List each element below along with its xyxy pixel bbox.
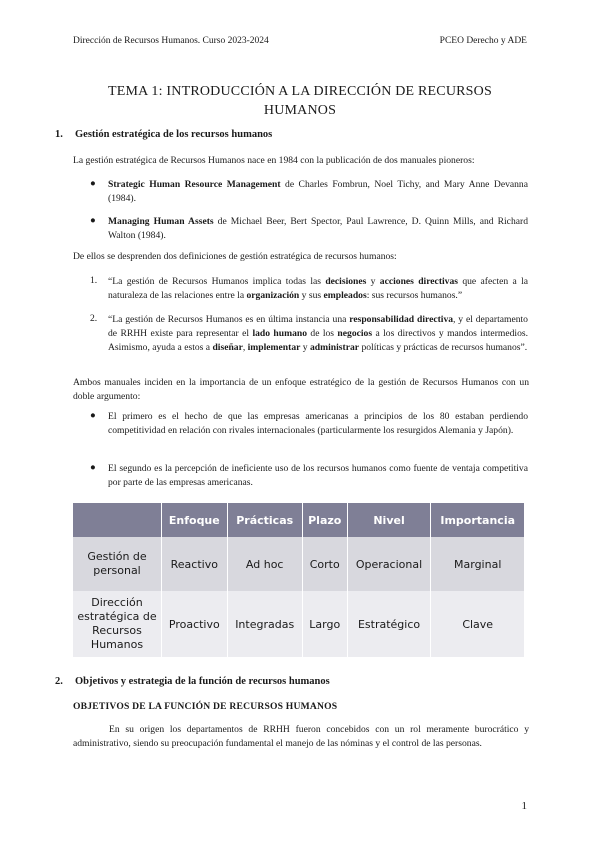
header-degree: PCEO Derecho y ADE [439,36,527,46]
table-header-cell: Nivel [347,503,431,537]
page-number: 1 [521,800,527,812]
definition-1: “La gestión de Recursos Humanos implica todas las decisiones y acciones directivas que afecten a la naturaleza de las relaciones entre la organización y sus empleados: sus recursos humanos.” [108,276,529,301]
comparison-table [73,503,525,657]
table-cell: Integradas [227,591,302,657]
definition-2: “La gestión de Recursos Humanos es en última instancia una responsabilidad directiva, y el departamento de RRHH existe para representar el lado humano de los negocios a los directivos y mandos intermedios. Asimismo, ayuda a estos a diseñar, implementar y administrar políticas y prácticas de recursos humanos”. [108,314,528,353]
list-item: Strategic Human Resource Management de Charles Fombrun, Noel Tichy, and Mary Anne Devanna (1984). [108,179,528,204]
argument-1: El primero es el hecho de que las empresas americanas a principios de los 80 estaban perdiendo competitividad en relación con rivales internacionales (particularmente los resurgidos Alemania y Japón). [108,411,528,436]
list-item: Managing Human Assets de Michael Beer, Bert Spector, Paul Lawrence, D. Quinn Mills, and Richard Walton (1984). [108,216,528,241]
table-row-header: Dirección estratégica de Recursos Humanos [73,591,162,657]
list-number: 1. [90,275,98,286]
table-cell: Estratégico [347,591,431,657]
section-2-number: 2. [55,676,63,687]
table-cell: Clave [431,591,525,657]
section-1-title: Gestión estratégica de los recursos humanos [75,129,273,140]
both-manuals-paragraph: Ambos manuales inciden en la importancia de un enfoque estratégico de la gestión de Recursos Humanos con un doble argumento: [73,377,529,402]
table-header-cell: Enfoque [162,503,228,537]
bullet-icon: ● [90,178,96,189]
table-row [73,591,525,657]
subheading: OBJETIVOS DE LA FUNCIÓN DE RECURSOS HUMANOS [73,701,338,712]
manual-title: Managing Human Assets [108,216,214,227]
bullet-icon: ● [90,462,96,473]
table-row-header: Gestión de personal [73,537,162,591]
header-course: Dirección de Recursos Humanos. Curso 2023-2024 [73,36,269,46]
table-cell: Proactivo [162,591,228,657]
table-cell: Largo [302,591,347,657]
intro-paragraph: La gestión estratégica de Recursos Humanos nace en 1984 con la publicación de dos manuales pioneros: [73,155,475,166]
manual-title: Strategic Human Resource Management [108,179,281,190]
argument-2: El segundo es la percepción de ineficiente uso de los recursos humanos como fuente de ventaja competitiva por parte de las empresas americanas. [108,463,528,488]
table-header-row [73,503,525,537]
section-2-paragraph: En su origen los departamentos de RRHH fueron concebidos con un rol meramente burocrático y administrativo, siendo su preocupación fundamental el manejo de las nóminas y el control de las personas. [73,724,529,749]
section-1-heading [55,129,272,140]
bullet-icon: ● [90,215,96,226]
list-number: 2. [90,313,98,324]
table-header-cell: Importancia [431,503,525,537]
table-row [73,537,525,591]
section-2-title: Objetivos y estrategia de la función de recursos humanos [75,676,330,687]
table-cell: Marginal [431,537,525,591]
bullet-icon: ● [90,410,96,421]
table-header-cell: Plazo [302,503,347,537]
section-1-number: 1. [55,129,63,140]
table-cell: Reactivo [162,537,228,591]
table-cell: Ad hoc [227,537,302,591]
table-header-cell: Prácticas [227,503,302,537]
page-title: TEMA 1: INTRODUCCIÓN A LA DIRECCIÓN DE RECURSOS HUMANOS [108,84,492,118]
table-header-cell [73,503,162,537]
section-2-heading [55,676,330,687]
table-cell: Corto [302,537,347,591]
definitions-intro: De ellos se desprenden dos definiciones de gestión estratégica de recursos humanos: [73,251,397,262]
table-cell: Operacional [347,537,431,591]
